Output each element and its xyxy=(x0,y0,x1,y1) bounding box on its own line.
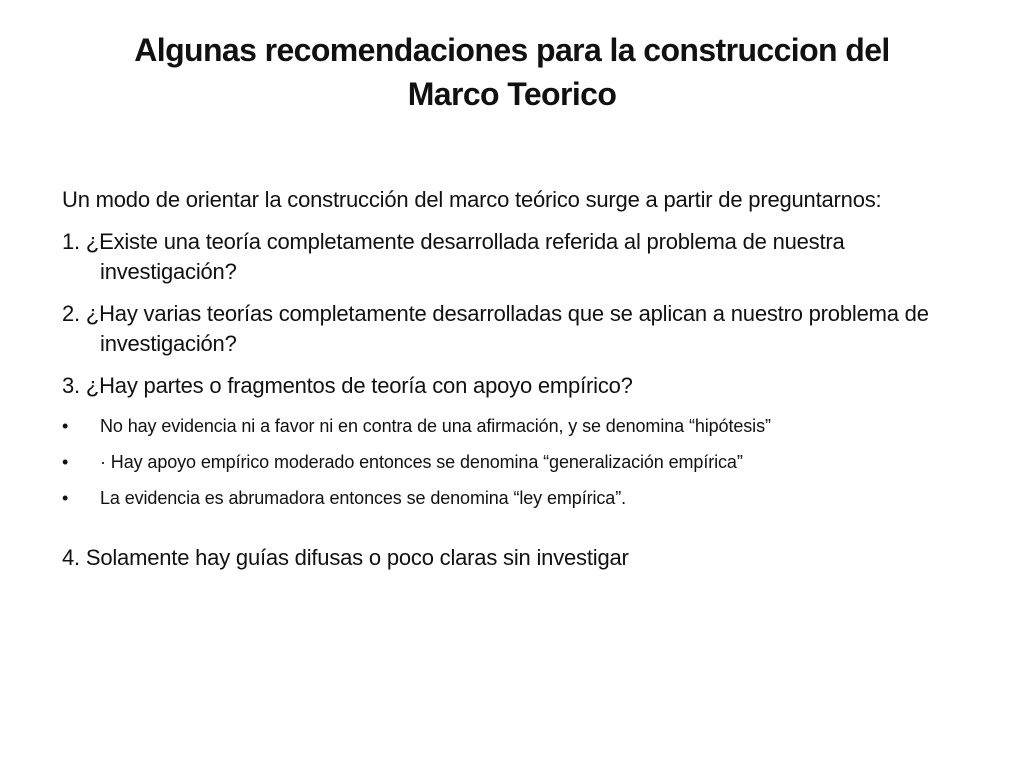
bullet-text: No hay evidencia ni a favor ni en contra de una afirmación, y se denomina “hipótesis” xyxy=(100,416,771,436)
bullet-text: La evidencia es abrumadora entonces se denomina “ley empírica”. xyxy=(100,488,626,508)
bullet-item-generalizacion xyxy=(62,449,962,475)
question-3: 3. ¿Hay partes o fragmentos de teoría con apoyo empírico? xyxy=(62,373,633,398)
slide-title-line-2: Marco Teorico xyxy=(407,76,617,112)
slide-body xyxy=(62,185,962,585)
bullet-icon: • xyxy=(62,416,69,436)
bullet-item-hipotesis xyxy=(62,413,962,439)
bullet-icon: • xyxy=(62,452,69,472)
bullet-icon: • xyxy=(62,488,69,508)
bullet-item-ley xyxy=(62,485,962,511)
question-4: 4. Solamente hay guías difusas o poco claras sin investigar xyxy=(62,545,629,570)
slide-title xyxy=(60,28,964,116)
intro-paragraph: Un modo de orientar la construcción del marco teórico surge a partir de preguntarnos: xyxy=(62,187,882,212)
question-1: 1. ¿Existe una teoría completamente desarrollada referida al problema de nuestra investigación? xyxy=(62,229,845,284)
bullet-text: · Hay apoyo empírico moderado entonces se denomina “generalización empírica” xyxy=(100,452,743,472)
slide-title-line-1: Algunas recomendaciones para la construccion del xyxy=(134,32,890,68)
spacer xyxy=(62,521,962,543)
question-2: 2. ¿Hay varias teorías completamente desarrolladas que se aplican a nuestro problema de investigación? xyxy=(62,301,929,356)
bullet-list xyxy=(62,413,962,511)
